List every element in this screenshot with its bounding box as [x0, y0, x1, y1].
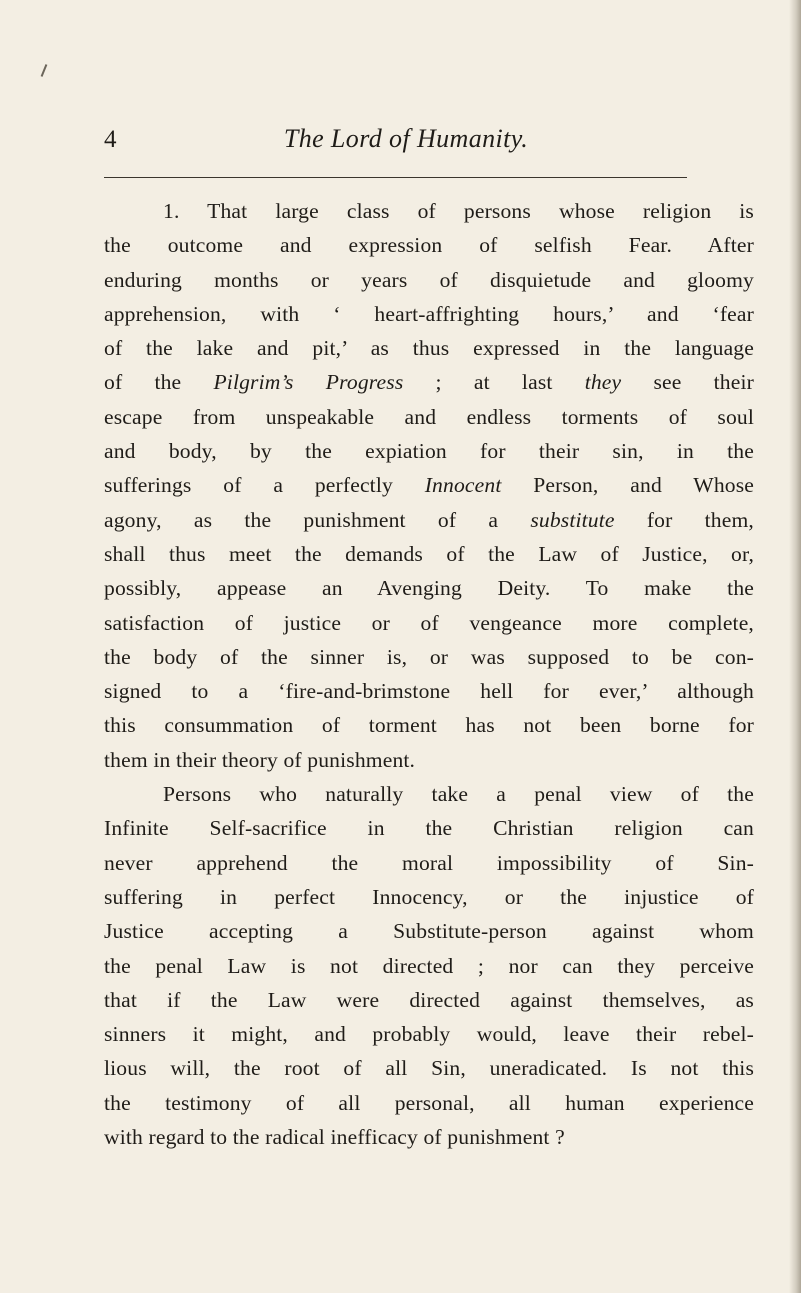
text-line [104, 400, 754, 434]
body-text [104, 194, 754, 1154]
text-segment: Persons who naturally take a penal view of the [163, 782, 754, 807]
text-segment: sufferings of a perfectly [104, 473, 425, 498]
text-segment: suffering in perfect Innocency, or the injustice of [104, 884, 754, 909]
running-title: The Lord of Humanity. [283, 124, 529, 153]
page-edge-shadow [789, 0, 801, 1293]
text-segment: of the [104, 370, 214, 395]
text-segment: enduring months or years of disquietude and gloomy [104, 267, 754, 292]
running-head [0, 124, 801, 164]
text-line [104, 1120, 754, 1154]
text-segment: agony, as the punishment of a [104, 507, 531, 532]
text-line [104, 365, 754, 399]
text-line [104, 846, 754, 880]
text-segment: of the lake and pit,’ as thus expressed in the language [104, 336, 754, 361]
text-line [104, 1051, 754, 1085]
text-line [104, 503, 754, 537]
text-segment: the outcome and expression of selfish Fear. After [104, 233, 754, 258]
text-segment: sinners it might, and probably would, leave their rebel- [104, 1022, 754, 1047]
text-segment: this consummation of torment has not been borne for [104, 713, 754, 738]
text-segment: for them, [614, 507, 754, 532]
text-line [104, 468, 754, 502]
text-segment: with regard to the radical inefficacy of punishment ? [104, 1125, 565, 1150]
italic-text-segment: substitute [530, 507, 615, 532]
text-line [104, 708, 754, 742]
text-segment: possibly, appease an Avenging Deity. To make the [104, 576, 754, 601]
text-line [104, 1017, 754, 1051]
text-segment: Person, and Whose [501, 473, 755, 498]
text-line [104, 537, 754, 571]
text-line [104, 880, 754, 914]
text-line [104, 983, 754, 1017]
text-segment: apprehension, with ‘ heart-affrighting hours,’ and ‘fear [104, 301, 754, 326]
italic-text-segment: they [584, 370, 622, 395]
header-rule [104, 177, 687, 178]
text-segment: satisfaction of justice or of vengeance more complete, [104, 610, 754, 635]
text-segment: Infinite Self-sacrifice in the Christian religion can [104, 816, 754, 841]
text-line [104, 811, 754, 845]
text-segment: signed to a ‘fire-and-brimstone hell for ever,’ although [104, 679, 754, 704]
text-line [104, 743, 754, 777]
text-line [104, 571, 754, 605]
text-segment: and body, by the expiation for their sin, in the [104, 439, 754, 464]
text-segment: the testimony of all personal, all human experience [104, 1090, 754, 1115]
text-segment: shall thus meet the demands of the Law of Justice, or, [104, 541, 754, 566]
text-line [104, 228, 754, 262]
text-line [104, 263, 754, 297]
text-line [104, 640, 754, 674]
text-segment: Justice accepting a Substitute-person against whom [104, 919, 754, 944]
text-segment: escape from unspeakable and endless torments of soul [104, 404, 754, 429]
text-segment: the penal Law is not directed ; nor can they perceive [104, 953, 754, 978]
text-line [104, 331, 754, 365]
stray-pencil-mark [41, 64, 48, 77]
italic-text-segment: Pilgrim’s Progress [213, 370, 404, 395]
text-segment: lious will, the root of all Sin, uneradicated. Is not this [104, 1056, 754, 1081]
page-number: 4 [104, 126, 117, 153]
text-line [104, 606, 754, 640]
text-line [104, 194, 754, 228]
text-segment: ; at last [403, 370, 585, 395]
text-segment: see their [621, 370, 754, 395]
text-segment: 1. That large class of persons whose religion is [163, 199, 754, 223]
text-line [104, 949, 754, 983]
text-segment: them in their theory of punishment. [104, 747, 416, 772]
text-line [104, 674, 754, 708]
italic-text-segment: Innocent [424, 473, 502, 498]
text-line [104, 914, 754, 948]
text-line [104, 777, 754, 811]
text-segment: that if the Law were directed against themselves, as [104, 987, 754, 1012]
text-segment: never apprehend the moral impossibility of Sin- [104, 850, 754, 875]
text-line [104, 434, 754, 468]
text-line [104, 1086, 754, 1120]
text-line [104, 297, 754, 331]
text-segment: the body of the sinner is, or was supposed to be con- [104, 644, 754, 669]
